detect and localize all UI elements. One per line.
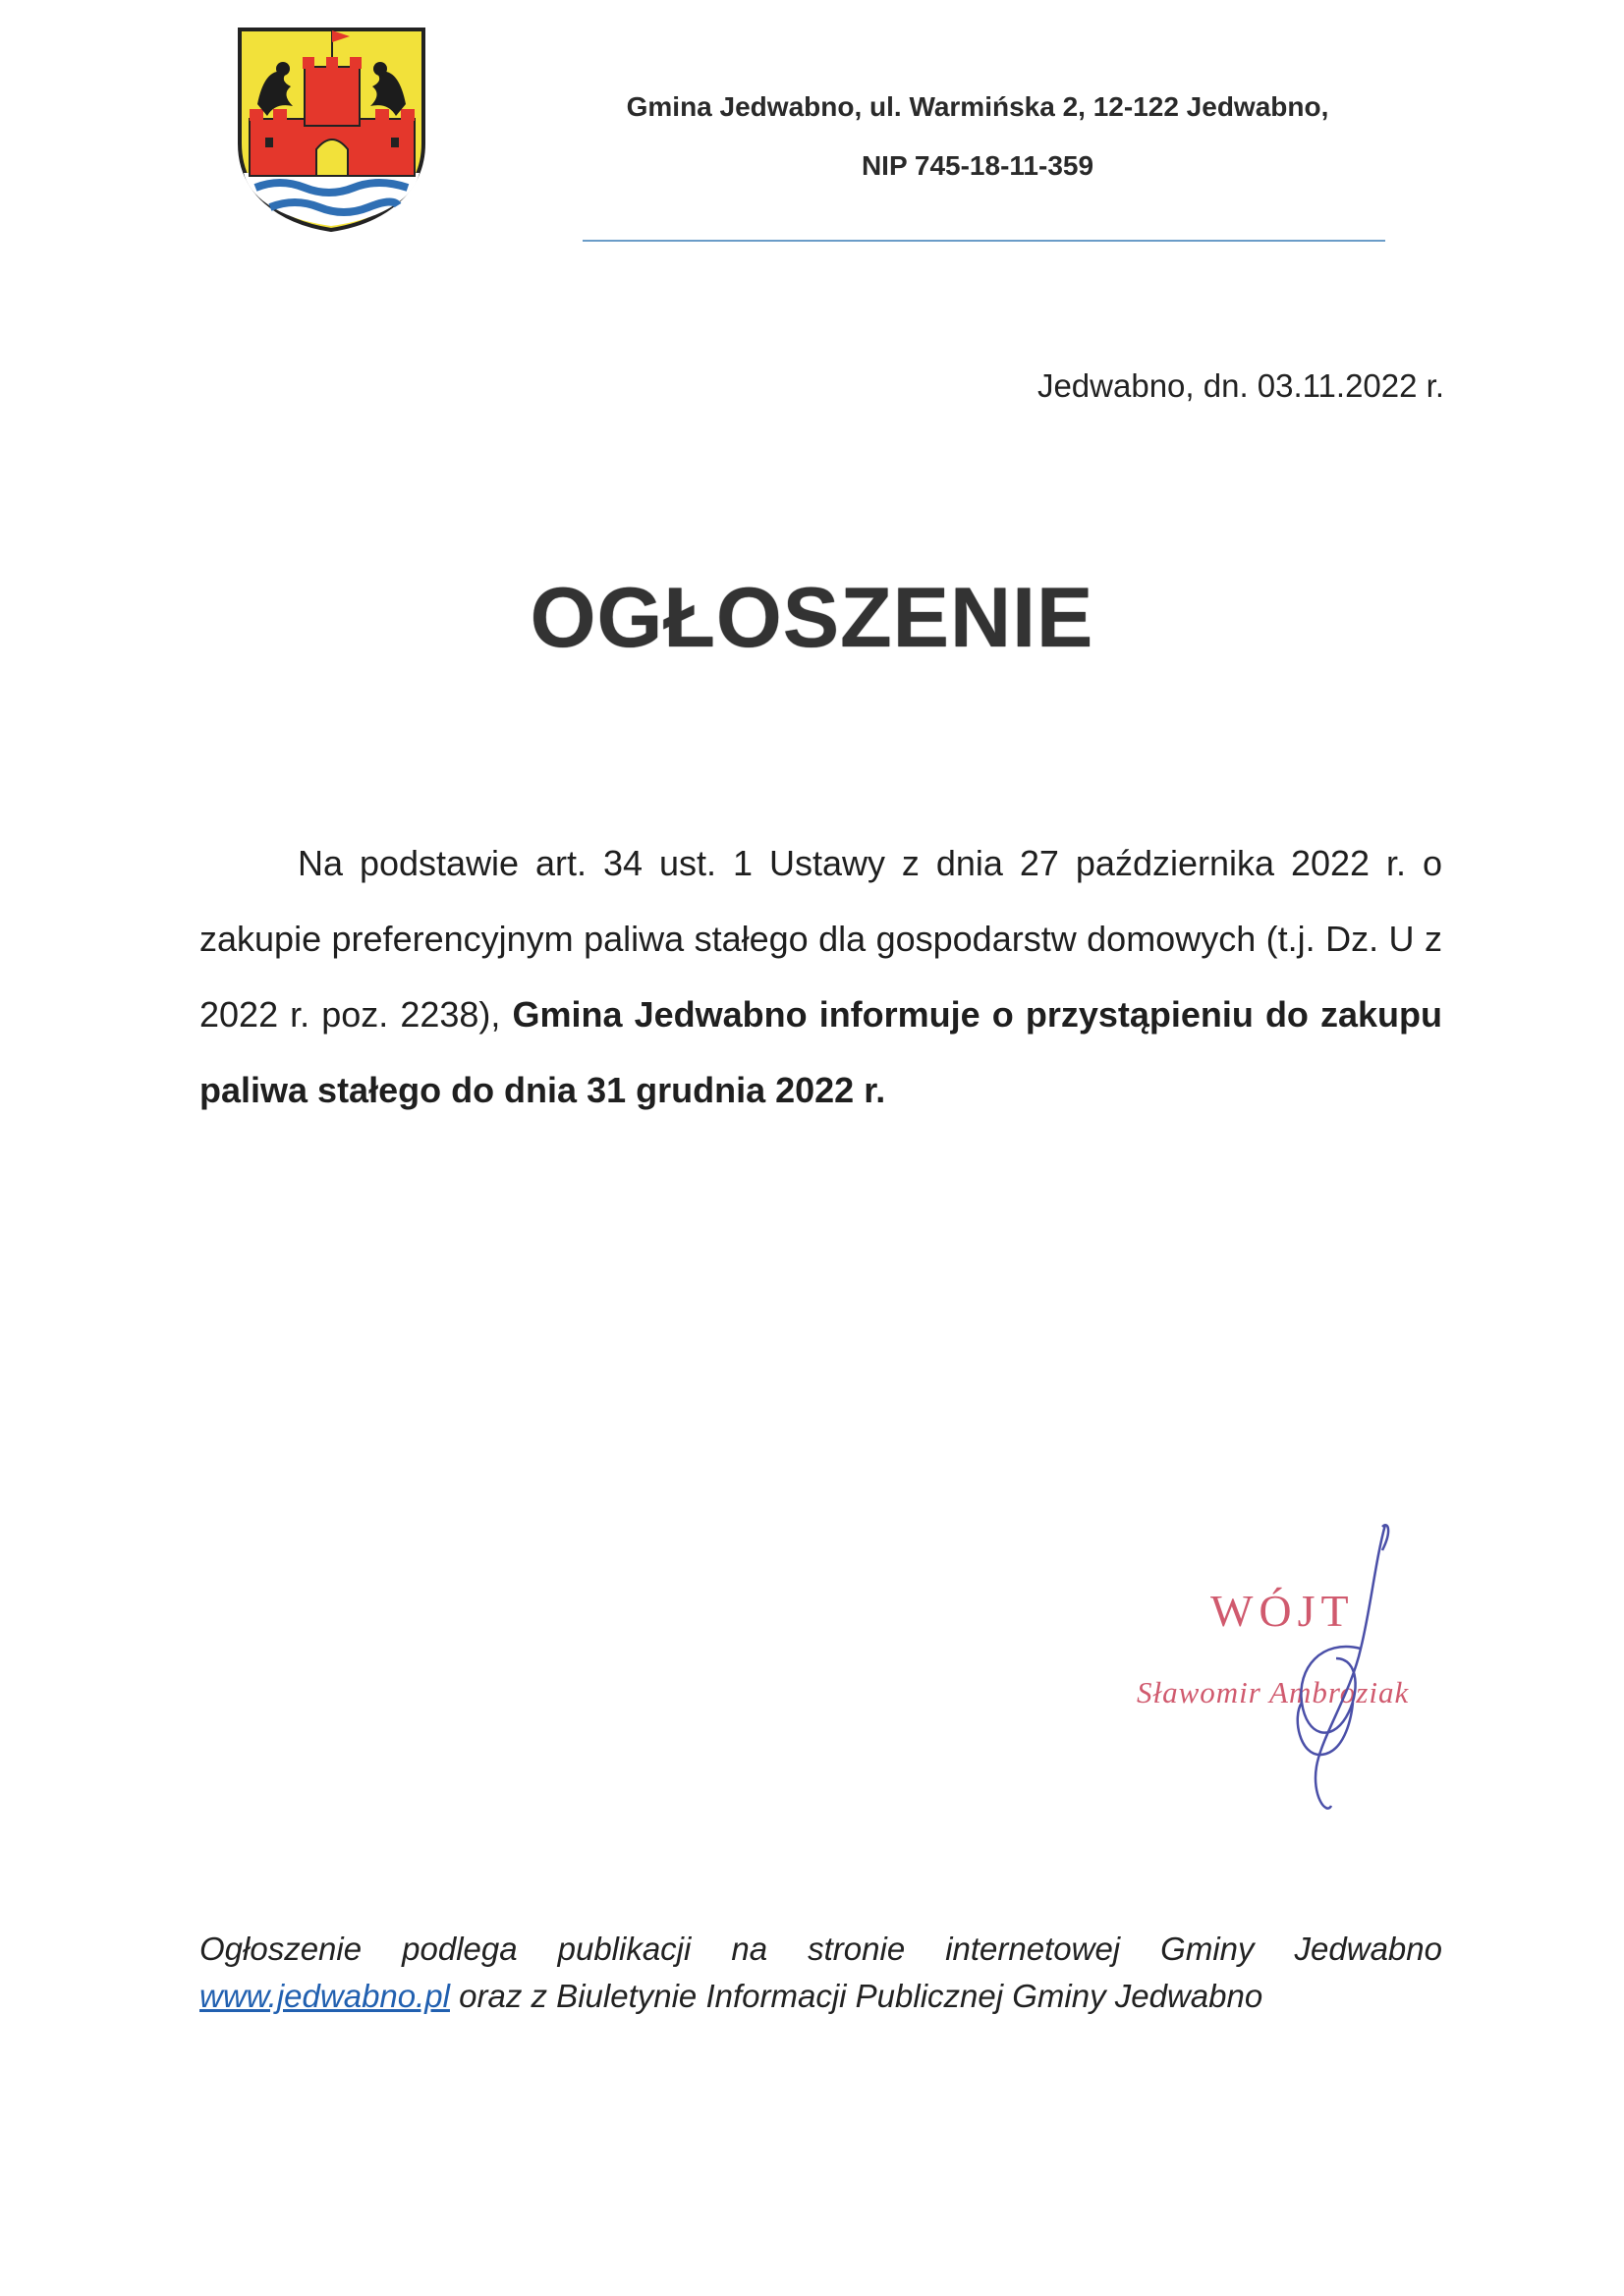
- document-date: Jedwabno, dn. 03.11.2022 r.: [1036, 367, 1444, 404]
- body-bold-text: Gmina Jedwabno informuje o przystąpieniu do zakupu paliwa stałego do dnia 31 grudnia 2022 r.: [199, 994, 1443, 1110]
- page-title: OGŁOSZENIE: [530, 571, 1094, 665]
- footer-line2-text: oraz z Biuletynie Informacji Publicznej Gminy Jedwabno: [449, 1978, 1263, 2014]
- header-divider: [583, 240, 1385, 242]
- stamp-name: Sławomir Ambroziak: [1137, 1675, 1410, 1709]
- footer-line1: Ogłoszenie podlega publikacji na stronie internetowej Gminy Jedwabno: [199, 1931, 1442, 1967]
- body-regular-text: Na podstawie art. 34 ust. 1 Ustawy z dnia 27 października 2022 r. o zakupie preferencyjnym paliwa stałego dla gospodarstw domowych (t.j. Dz. U z 2022 r. poz. 2238),: [199, 843, 1442, 1035]
- announcement-body: [199, 825, 1442, 1128]
- header-address: Gmina Jedwabno, ul. Warmińska 2, 12-122 Jedwabno,: [626, 91, 1329, 122]
- footer-line2: [199, 1973, 1442, 2020]
- website-link[interactable]: www.jedwabno.pl: [199, 1978, 450, 2014]
- stamp-title: WÓJT: [1210, 1586, 1355, 1636]
- handwritten-signature: [1125, 1521, 1498, 1816]
- header-nip: NIP 745-18-11-359: [861, 150, 1094, 181]
- publication-note: [199, 1926, 1442, 2020]
- coat-of-arms-icon: [236, 26, 427, 234]
